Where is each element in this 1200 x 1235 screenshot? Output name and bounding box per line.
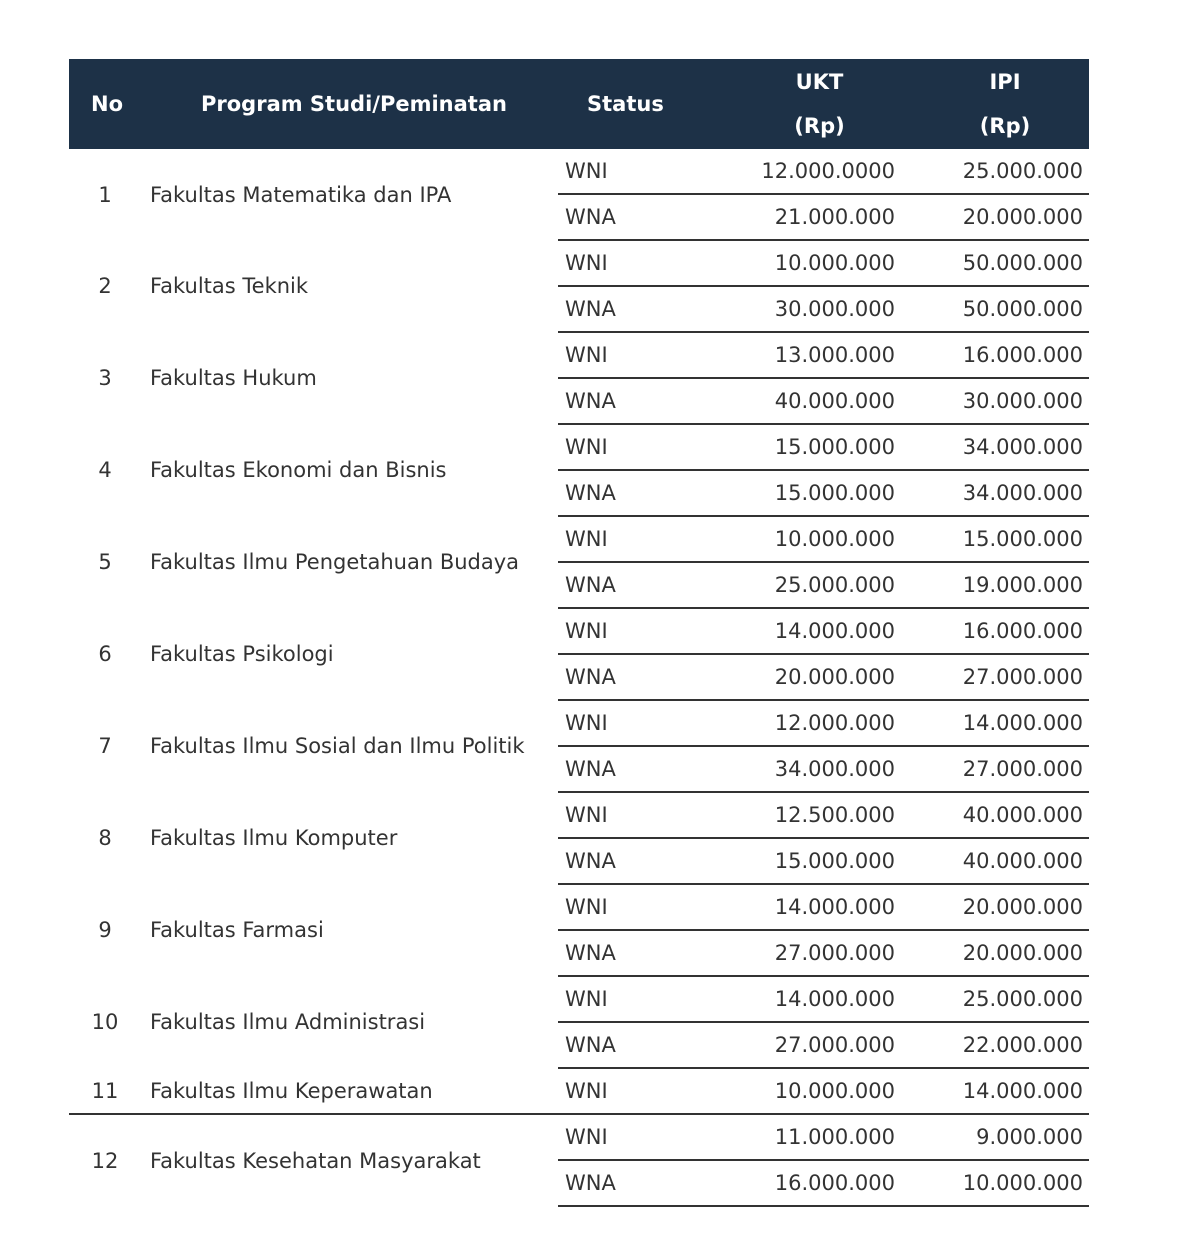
status-cell: WNA <box>558 838 688 884</box>
status-cell: WNI <box>558 424 688 470</box>
ukt-cell: 15.000.000 <box>688 838 901 884</box>
ipi-cell: 20.000.000 <box>901 194 1089 240</box>
program-name: Fakultas Ilmu Komputer <box>150 826 398 850</box>
program-name: Fakultas Kesehatan Masyarakat <box>150 1148 481 1173</box>
ipi-cell: 50.000.000 <box>901 286 1089 332</box>
ipi-cell: 19.000.000 <box>901 562 1089 608</box>
status-cell: WNI <box>558 149 688 194</box>
ukt-cell: 21.000.000 <box>688 194 901 240</box>
header-ukt-label: UKT <box>795 70 844 94</box>
ukt-cell: 10.000.000 <box>688 516 901 562</box>
status-cell: WNI <box>558 1068 688 1114</box>
status-cell: WNI <box>558 608 688 654</box>
row-number: 7 <box>98 734 112 758</box>
ipi-cell: 30.000.000 <box>901 378 1089 424</box>
ukt-cell: 10.000.000 <box>688 1068 901 1114</box>
ukt-cell: 12.000.000 <box>688 700 901 746</box>
status-cell: WNI <box>558 332 688 378</box>
header-no: No <box>69 59 141 149</box>
ipi-cell: 34.000.000 <box>901 424 1089 470</box>
status-cell: WNI <box>558 516 688 562</box>
program-name: Fakultas Ilmu Pengetahuan Budaya <box>150 550 520 574</box>
program-name: Fakultas Psikologi <box>150 642 334 666</box>
ipi-cell: 20.000.000 <box>901 930 1089 976</box>
program-name: Fakultas Ilmu Administrasi <box>150 1010 426 1034</box>
table-row <box>69 1114 1089 1160</box>
ukt-cell: 34.000.000 <box>688 746 901 792</box>
status-cell: WNA <box>558 470 688 516</box>
ipi-cell: 34.000.000 <box>901 470 1089 516</box>
table-row <box>69 149 1089 194</box>
status-cell: WNI <box>558 976 688 1022</box>
ipi-cell: 9.000.000 <box>901 1114 1089 1160</box>
ipi-cell: 50.000.000 <box>901 240 1089 286</box>
row-number: 5 <box>98 550 112 574</box>
table-row <box>69 700 1089 746</box>
status-cell: WNI <box>558 700 688 746</box>
table-row <box>69 792 1089 838</box>
table-row <box>69 884 1089 930</box>
status-cell: WNA <box>558 746 688 792</box>
status-cell: WNA <box>558 286 688 332</box>
program-name: Fakultas Ilmu Sosial dan Ilmu Politik <box>150 734 525 758</box>
ukt-cell: 13.000.000 <box>688 332 901 378</box>
status-cell: WNA <box>558 1160 688 1206</box>
row-number: 12 <box>91 1148 119 1173</box>
ukt-cell: 16.000.000 <box>688 1160 901 1206</box>
row-number: 4 <box>98 458 112 482</box>
fee-table <box>69 59 1089 1207</box>
header-status: Status <box>558 59 688 149</box>
header-row <box>69 59 1089 149</box>
program-name: Fakultas Ekonomi dan Bisnis <box>150 458 447 482</box>
table-body <box>69 149 1089 1206</box>
status-cell: WNA <box>558 654 688 700</box>
status-cell: WNA <box>558 930 688 976</box>
ukt-cell: 11.000.000 <box>688 1114 901 1160</box>
ukt-cell: 30.000.000 <box>688 286 901 332</box>
ipi-cell: 15.000.000 <box>901 516 1089 562</box>
ukt-cell: 14.000.000 <box>688 608 901 654</box>
status-cell: WNA <box>558 194 688 240</box>
status-cell: WNI <box>558 792 688 838</box>
table-row <box>69 424 1089 470</box>
table-row <box>69 976 1089 1022</box>
header-ukt-unit: (Rp) <box>794 114 845 138</box>
status-cell: WNA <box>558 378 688 424</box>
status-cell: WNA <box>558 562 688 608</box>
ukt-cell: 12.500.000 <box>688 792 901 838</box>
ukt-cell: 15.000.000 <box>688 424 901 470</box>
ipi-cell: 10.000.000 <box>901 1160 1089 1206</box>
table-row <box>69 1068 1089 1114</box>
ukt-cell: 14.000.000 <box>688 976 901 1022</box>
ukt-cell: 20.000.000 <box>688 654 901 700</box>
ipi-cell: 14.000.000 <box>901 1068 1089 1114</box>
ipi-cell: 40.000.000 <box>901 838 1089 884</box>
table-row <box>69 516 1089 562</box>
ipi-cell: 14.000.000 <box>901 700 1089 746</box>
header-program: Program Studi/Peminatan <box>141 59 558 149</box>
ukt-cell: 12.000.0000 <box>688 149 901 194</box>
ipi-cell: 40.000.000 <box>901 792 1089 838</box>
row-number: 2 <box>98 274 112 298</box>
ipi-cell: 25.000.000 <box>901 976 1089 1022</box>
table-header <box>69 59 1089 149</box>
ukt-cell: 15.000.000 <box>688 470 901 516</box>
table-row <box>69 332 1089 378</box>
program-name: Fakultas Matematika dan IPA <box>150 182 452 207</box>
row-number: 6 <box>98 642 112 666</box>
ukt-cell: 10.000.000 <box>688 240 901 286</box>
status-cell: WNI <box>558 884 688 930</box>
row-number: 8 <box>98 826 112 850</box>
ipi-cell: 27.000.000 <box>901 746 1089 792</box>
status-cell: WNI <box>558 240 688 286</box>
status-cell: WNA <box>558 1022 688 1068</box>
header-ipi <box>901 59 1089 149</box>
program-name: Fakultas Farmasi <box>150 918 324 942</box>
header-ipi-label: IPI <box>989 70 1021 94</box>
program-name: Fakultas Teknik <box>150 274 309 298</box>
ipi-cell: 25.000.000 <box>901 149 1089 194</box>
ukt-cell: 25.000.000 <box>688 562 901 608</box>
ipi-cell: 20.000.000 <box>901 884 1089 930</box>
ipi-cell: 16.000.000 <box>901 332 1089 378</box>
ipi-cell: 22.000.000 <box>901 1022 1089 1068</box>
header-ipi-unit: (Rp) <box>979 114 1031 138</box>
ipi-cell: 16.000.000 <box>901 608 1089 654</box>
program-name: Fakultas Ilmu Keperawatan <box>141 1068 558 1114</box>
row-number: 11 <box>69 1068 141 1114</box>
row-number: 10 <box>91 1010 119 1034</box>
row-number: 9 <box>98 918 112 942</box>
row-number: 1 <box>98 182 112 207</box>
table-row <box>69 240 1089 286</box>
ukt-cell: 40.000.000 <box>688 378 901 424</box>
ukt-cell: 27.000.000 <box>688 1022 901 1068</box>
header-ukt <box>688 59 901 149</box>
ukt-cell: 14.000.000 <box>688 884 901 930</box>
ipi-cell: 27.000.000 <box>901 654 1089 700</box>
row-number: 3 <box>98 366 112 390</box>
program-name: Fakultas Hukum <box>150 366 317 390</box>
table-row <box>69 608 1089 654</box>
ukt-cell: 27.000.000 <box>688 930 901 976</box>
status-cell: WNI <box>558 1114 688 1160</box>
fee-table-container <box>69 59 1089 1207</box>
